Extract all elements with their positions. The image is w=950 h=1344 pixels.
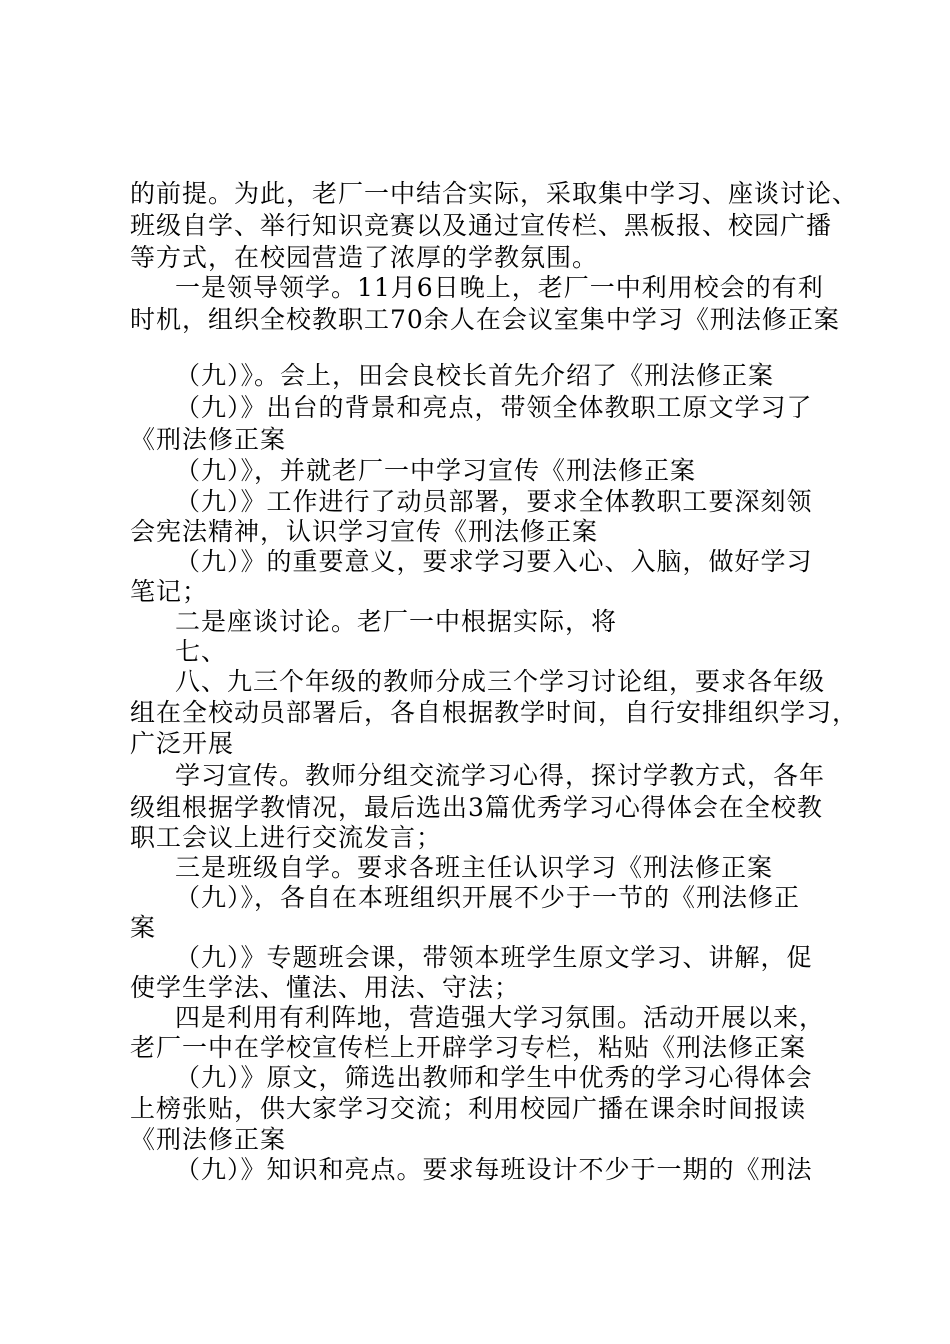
text-line: 笔记；	[130, 577, 209, 606]
text-line: 《刑法修正案	[130, 1125, 287, 1154]
text-line: 七、	[175, 637, 228, 666]
text-line: 一是领导领学。11月6日晚上，老厂一中利用校会的有利	[175, 273, 824, 302]
text-line: 班级自学、举行知识竞赛以及通过宣传栏、黑板报、校园广播	[130, 211, 833, 240]
text-line: 会宪法精神，认识学习宣传《刑法修正案	[130, 517, 599, 546]
text-line: 等方式，在校园营造了浓厚的学教氛围。	[130, 243, 599, 272]
text-line: 老厂一中在学校宣传栏上开辟学习专栏，粘贴《刑法修正案	[130, 1033, 807, 1062]
text-line: （九）》工作进行了动员部署，要求全体教职工要深刻领	[175, 487, 813, 516]
text-line: （九）》，并就老厂一中学习宣传《刑法修正案	[175, 456, 697, 485]
text-line: （九）》。会上，田会良校长首先介绍了《刑法修正案	[175, 361, 775, 390]
text-line: （九）》出台的背景和亮点，带领全体教职工原文学习了	[175, 393, 813, 422]
text-line: 广泛开展	[130, 729, 235, 758]
text-line: （九）》的重要意义，要求学习要入心、入脑，做好学习	[175, 547, 813, 576]
text-line: 级组根据学教情况，最后选出3篇优秀学习心得体会在全校教	[130, 793, 823, 822]
text-line: （九）》，各自在本班组织开展不少于一节的《刑法修正	[175, 883, 801, 912]
text-line: 案	[130, 913, 157, 942]
text-line: 上榜张贴，供大家学习交流；利用校园广播在课余时间报读	[130, 1094, 807, 1123]
text-line: 职工会议上进行交流发言；	[130, 823, 443, 852]
text-line: 四是利用有利阵地，营造强大学习氛围。活动开展以来，	[175, 1003, 826, 1032]
text-line: （九）》原文，筛选出教师和学生中优秀的学习心得体会	[175, 1063, 813, 1092]
text-line: 使学生学法、懂法、用法、守法；	[130, 973, 521, 1002]
text-line: 学习宣传。教师分组交流学习心得，探讨学教方式，各年	[175, 761, 826, 790]
text-line: 八、九三个年级的教师分成三个学习讨论组，要求各年级	[175, 667, 826, 696]
text-line: 时机，组织全校教职工70余人在会议室集中学习《刑法修正案	[130, 305, 840, 334]
text-line: 三是班级自学。要求各班主任认识学习《刑法修正案	[175, 853, 774, 882]
text-line: 《刑法修正案	[130, 425, 287, 454]
text-line: 组在全校动员部署后，各自根据教学时间，自行安排组织学习，	[130, 698, 859, 727]
text-line: 的前提。为此，老厂一中结合实际，采取集中学习、座谈讨论、	[130, 179, 859, 208]
text-line: 二是座谈讨论。老厂一中根据实际，将	[175, 607, 618, 636]
text-line: （九）》专题班会课，带领本班学生原文学习、讲解，促	[175, 943, 813, 972]
text-line: （九）》知识和亮点。要求每班设计不少于一期的《刑法	[175, 1155, 813, 1184]
